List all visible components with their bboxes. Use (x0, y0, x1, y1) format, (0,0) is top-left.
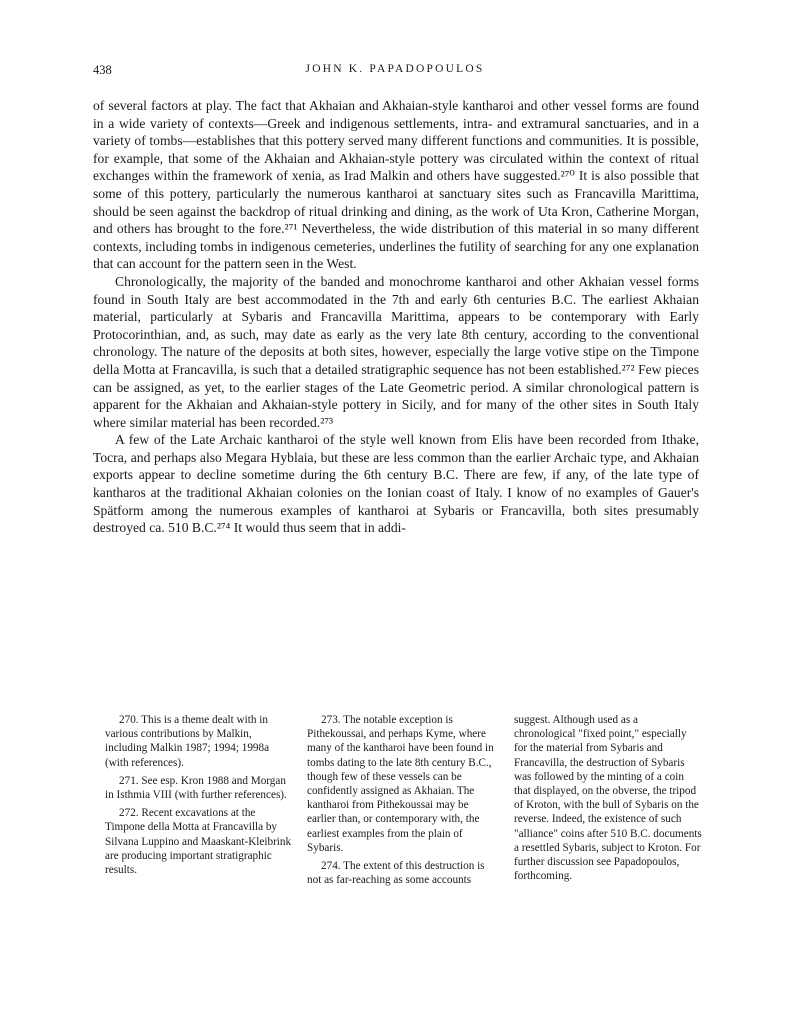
page-header (93, 63, 697, 81)
footnote-274-continued: suggest. Although used as a chronological "fixed point," especially for the material from Sybaris and Francavilla, the destruction of Sybaris was followed by the minting of a coin that displayed, on the obverse, the tripod of Kroton, with the bull of Sybaris on the reverse. Indeed, the existence of such "alliance" coins after 510 B.C. documents a resettled Sybaris, subject to Kroton. For further discussion see Papadopoulos, forthcoming. (514, 714, 702, 883)
paragraph: A few of the Late Archaic kantharoi of the style well known from Elis have been recorded from Ithake, Tocra, and perhaps also Megara Hyblaia, but these are less common than the earlier Archaic type, and Akhaian exports appear to decline sometime during the 6th century B.C. There are few, if any, of the late type of kantharos at the traditional Akhaian colonies on the Ionian coast of Italy. I know of no examples of Gauer's Spätform among the numerous examples of kantharoi at Sybaris or Francavilla, both sites presumably destroyed ca. 510 B.C.²⁷⁴ It would thus seem that in addi- (93, 432, 699, 536)
paragraph: Chronologically, the majority of the banded and monochrome kantharoi and other Akhaian vessel forms found in South Italy are best accommodated in the 7th and early 6th centuries B.C. The earliest Akhaian material, particularly at Sybaris and Francavilla Marittima, appears to be contemporary with Early Protocorinthian, and, as such, may date as early as the very late 8th century, according to the conventional chronology. The nature of the deposits at both sites, however, especially the large votive stipe on the Timpone della Motta at Francavilla, is such that a detailed stratigraphic sequence has not been established.²⁷² Few pieces can be assigned, as yet, to the earlier stages of the Late Geometric period. A similar chronological pattern is apparent for the Akhaian and Akhaian-style pottery in Sicily, and for many of the other sites in South Italy where similar material has been recorded.²⁷³ (93, 273, 699, 430)
footnote-272: 272. Recent excavations at the Timpone della Motta at Francavilla by Silvana Luppino and Maaskant-Kleibrink are producing important stratigraphic results. (105, 807, 292, 877)
footnote-column-2 (307, 713, 495, 891)
page-number: 438 (93, 63, 112, 77)
footnote-270: 270. This is a theme dealt with in various contributions by Malkin, including Malkin 1987; 1994; 1998a (with references). (105, 714, 270, 769)
paragraph: of several factors at play. The fact that Akhaian and Akhaian-style kantharoi and other vessel forms are found in a wide variety of contexts—Greek and indigenous settlements, intra- and extramural sanctuaries, and in a variety of tombs—establishes that this pottery served many different functions and communities. It is possible, for example, that some of the Akhaian and Akhaian-style pottery was circulated within the context of ritual exchanges within the framework of xenia, as Irad Malkin and others have suggested.²⁷⁰ It is also possible that some of this pottery, particularly the numerous kantharoi at sanctuary sites such as Francavilla Marittima, should be seen against the backdrop of ritual drinking and dining, as the work of Uta Kron, Catherine Morgan, and others has brought to the fore.²⁷¹ Nevertheless, the wide distribution of this material in so many different contexts, including tombs in indigenous cemeteries, underlines the futility of searching for any one explanation that can account for the pattern seen in the West. (93, 98, 699, 272)
footnote-273: 273. The notable exception is Pithekoussai, and perhaps Kyme, where many of the kantharoi have been found in tombs dating to the late 8th century B.C., though few of these vessels can be confidently assigned as Akhaian. The kantharoi from Pithekoussai may be earlier than, or contemporary with, the earliest examples from the plain of Sybaris. (307, 714, 494, 854)
footnote-274: 274. The extent of this destruction is not as far-reaching as some accounts (307, 860, 485, 887)
footnote-271: 271. See esp. Kron 1988 and Morgan in Isthmia VIII (with further references). (105, 774, 287, 802)
running-head-author: JOHN K. PAPADOPOULOS (305, 63, 485, 75)
footnote-column-3 (514, 713, 702, 887)
main-text (93, 97, 699, 537)
footnote-column-1 (105, 713, 293, 881)
